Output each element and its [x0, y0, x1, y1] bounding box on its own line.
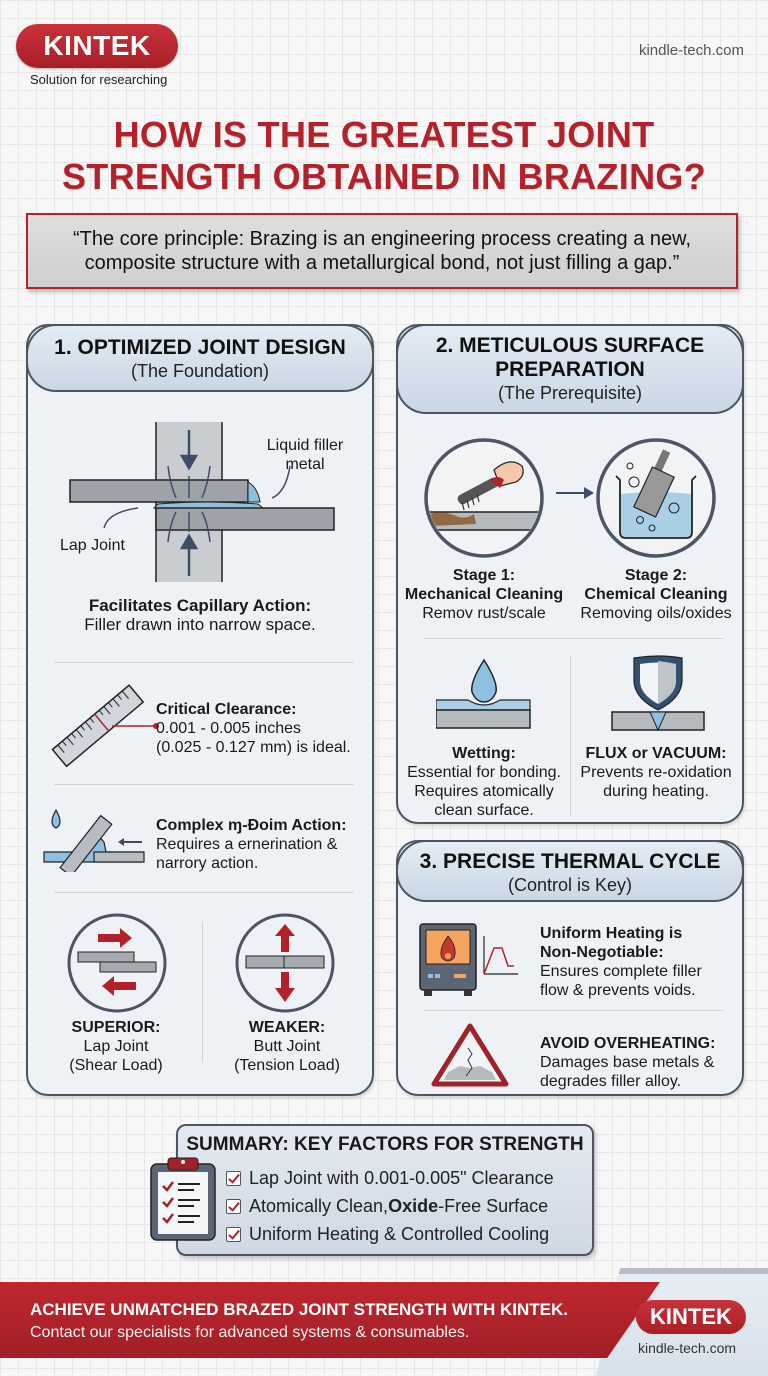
weaker-butt-joint-block	[202, 1018, 372, 1075]
chemical-cleaning-icon	[594, 436, 718, 560]
butt-joint-tension-icon	[234, 912, 336, 1014]
quote-line-2: composite structure with a metallurgical bond, not just filling a gap.”	[84, 252, 680, 274]
arrow-head	[584, 487, 594, 499]
weaker-title: WEAKER:	[248, 1019, 326, 1036]
summary-item-text: Lap Joint with 0.001-0.005" Clearance	[249, 1168, 554, 1188]
wetting-drop-icon	[436, 658, 536, 738]
label-lap-joint: Lap Joint	[60, 537, 125, 554]
divider	[54, 662, 354, 663]
summary-item-text: Atomically Clean,	[249, 1196, 389, 1216]
capillary-title: Facilitates Capillary Action:	[88, 596, 312, 615]
overheating-warning-icon	[430, 1022, 510, 1088]
mechanical-cleaning-icon	[422, 436, 546, 560]
overheating-title: AVOID OVERHEATING:	[540, 1035, 716, 1052]
critical-clearance-block	[156, 700, 351, 757]
footer-headline: ACHIEVE UNMATCHED BRAZED JOINT STRENGTH WITH KINTEK.	[30, 1300, 569, 1319]
checkbox-icon	[226, 1227, 241, 1242]
complex-line-2: narrory action.	[156, 855, 259, 872]
kintek-logo[interactable]: KINTEK	[16, 24, 178, 68]
section-thermal-cycle	[396, 840, 744, 1096]
stage-2-title: Stage 2:	[624, 567, 688, 584]
clipboard-checklist-icon	[148, 1156, 218, 1242]
summary-item-text-post: -Free Surface	[438, 1196, 549, 1216]
stage-1-text: Remov rust/scale	[422, 605, 546, 622]
divider	[424, 638, 724, 639]
summary-box	[176, 1124, 594, 1256]
section-joint-design	[26, 324, 374, 1096]
label-filler-line-1: Liquid filler	[266, 437, 344, 454]
clearance-line-2: (0.025 - 0.127 mm) is ideal.	[156, 739, 351, 756]
tagline: Solution for researching	[30, 72, 168, 87]
capillary-text: Filler drawn into narrow space.	[84, 615, 316, 634]
avoid-overheating-block	[540, 1034, 715, 1091]
wetting-line-3: clean surface.	[434, 802, 534, 819]
overheating-line-2: degrades filler alloy.	[540, 1073, 682, 1090]
footer-banner	[0, 1282, 660, 1358]
footer-kintek-logo[interactable]: KINTEK	[636, 1300, 746, 1334]
superior-lap-joint-block	[28, 1018, 204, 1075]
summary-item	[226, 1196, 548, 1217]
wetting-title: Wetting:	[452, 745, 516, 762]
uniform-title-line-1: Uniform Heating is	[540, 925, 683, 942]
superior-line-1: Lap Joint	[83, 1038, 149, 1055]
complex-action-block	[156, 816, 347, 873]
complex-line-1: Requires a ernerination &	[156, 836, 338, 853]
stage-1-title: Stage 1:	[452, 567, 516, 584]
wetting-line-1: Essential for bonding.	[407, 764, 561, 781]
quote-line-1: “The core principle: Brazing is an engineering process creating a new,	[72, 228, 692, 250]
wetting-line-2: Requires atomically	[414, 783, 554, 800]
wetting-block	[398, 744, 570, 820]
stage-2-text: Removing oils/oxides	[580, 605, 732, 622]
clearance-line-1: 0.001 - 0.005 inches	[156, 720, 301, 737]
arrow-right-icon	[556, 492, 586, 494]
stage-1-name: Mechanical Cleaning	[404, 586, 564, 603]
title-line-2: STRENGTH OBTAINED IN BRAZING?	[61, 156, 706, 197]
capillary-action-block	[28, 596, 372, 634]
site-url[interactable]: kindle-tech.com	[638, 42, 744, 59]
section-2-heading-line-2: PREPARATION	[495, 358, 645, 381]
footer-site-url[interactable]: kindle-tech.com	[638, 1340, 737, 1356]
section-1-subheading: (The Foundation)	[130, 361, 270, 381]
superior-line-2: (Shear Load)	[69, 1057, 163, 1074]
flux-vacuum-block	[570, 744, 742, 801]
section-3-header	[396, 840, 744, 902]
section-2-subheading: (The Prerequisite)	[497, 383, 643, 403]
section-2-heading-line-1: 2. METICULOUS SURFACE	[435, 334, 705, 357]
shield-icon	[608, 654, 708, 740]
superior-title: SUPERIOR:	[71, 1019, 161, 1036]
section-3-subheading: (Control is Key)	[507, 875, 633, 895]
uniform-heating-block	[540, 924, 702, 1000]
weaker-line-1: Butt Joint	[253, 1038, 321, 1055]
checkbox-icon	[226, 1171, 241, 1186]
summary-title: SUMMARY: KEY FACTORS FOR STRENGTH	[186, 1134, 584, 1155]
summary-item-bold: Oxide	[388, 1196, 439, 1216]
divider	[54, 784, 354, 785]
label-filler-line-2: metal	[285, 456, 325, 473]
checkbox-icon	[226, 1199, 241, 1214]
furnace-temperature-icon	[418, 922, 528, 1002]
section-2-header	[396, 324, 744, 414]
page-title	[0, 114, 768, 198]
stage-2-name: Chemical Cleaning	[584, 586, 728, 603]
divider	[54, 892, 354, 893]
stage-2-block	[570, 566, 742, 623]
stage-1-block	[398, 566, 570, 623]
ruler-icon	[44, 684, 164, 774]
lap-joint-shear-icon	[66, 912, 168, 1014]
uniform-line-1: Ensures complete filler	[540, 963, 702, 980]
uniform-title-line-2: Non-Negotiable:	[540, 944, 664, 961]
footer-subtext: Contact our specialists for advanced systems & consumables.	[30, 1324, 470, 1341]
section-1-header	[26, 324, 374, 392]
summary-item-text: Uniform Heating & Controlled Cooling	[249, 1224, 550, 1244]
weaker-line-2: (Tension Load)	[234, 1057, 340, 1074]
complex-title: Complex ɱ-Đoim Action:	[156, 817, 347, 834]
wetting-angle-icon	[42, 802, 152, 872]
divider	[424, 1010, 724, 1011]
uniform-line-2: flow & prevents voids.	[540, 982, 696, 999]
label-liquid-filler-metal	[250, 436, 360, 474]
section-1-heading: 1. OPTIMIZED JOINT DESIGN	[54, 336, 346, 359]
overheating-line-1: Damages base metals &	[540, 1054, 715, 1071]
summary-item	[226, 1224, 549, 1245]
flux-line-1: Prevents re-oxidation	[580, 764, 732, 781]
clearance-title: Critical Clearance:	[156, 701, 297, 718]
flux-line-2: during heating.	[603, 783, 709, 800]
flux-title: FLUX or VACUUM:	[585, 745, 727, 762]
section-3-heading: 3. PRECISE THERMAL CYCLE	[419, 850, 721, 873]
section-surface-preparation	[396, 324, 744, 824]
summary-item	[226, 1168, 554, 1189]
title-line-1: HOW IS THE GREATEST JOINT	[113, 114, 655, 155]
core-principle-quote	[26, 213, 738, 289]
